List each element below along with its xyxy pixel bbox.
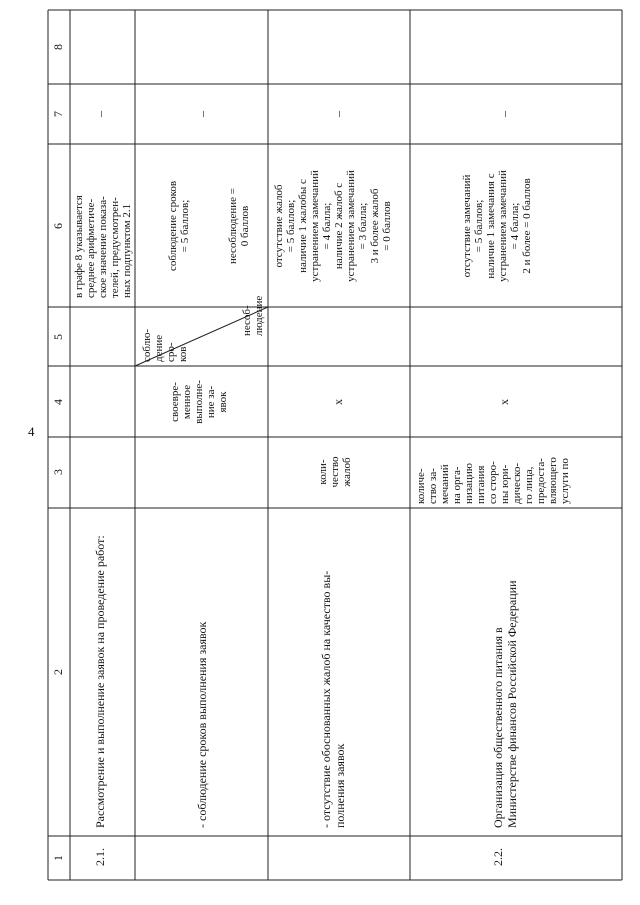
cell-line: ков [177, 346, 189, 362]
cell-line: выполне- [193, 380, 205, 424]
row-number: 2.1. [93, 848, 107, 866]
col6-scoring [167, 181, 251, 271]
col6-scoring [273, 170, 393, 282]
note-line: в графе 8 указывается [73, 195, 85, 298]
cell-line: чество [329, 456, 341, 488]
note-line: ское значение показа- [97, 196, 109, 298]
cell-line: питания [475, 465, 487, 504]
column-number: 8 [51, 44, 65, 50]
cell-line: явок [217, 391, 229, 413]
column-number: 4 [51, 399, 65, 405]
cell-line: менное [181, 384, 193, 420]
cell-line: дическо- [511, 462, 523, 504]
score-line: несоблюдение = [227, 188, 239, 264]
column-number: 2 [51, 669, 65, 675]
col7-dash: – [195, 111, 209, 117]
row-deadlines [141, 110, 265, 828]
note-line: телей, предусмотрен- [109, 197, 121, 298]
row-number: 2.2. [491, 848, 505, 866]
row-2-2 [415, 110, 571, 866]
cell-line: дение [153, 334, 165, 362]
col5-bottom-text [241, 296, 265, 336]
col4-text [169, 380, 229, 424]
score-line: наличие 1 замечания с [485, 173, 497, 279]
row-name-line: Организация общественного питания в [491, 627, 505, 828]
score-line: отсутствие жалоб [273, 184, 285, 268]
score-line: = 4 балла; [509, 202, 521, 250]
row-name-line: - отсутствие обоснованных жалоб на качество вы- [319, 570, 333, 828]
score-line: 0 баллов [239, 205, 251, 247]
cell-line: коли- [317, 459, 329, 485]
col4-x: х [497, 399, 511, 405]
col4-x: х [331, 399, 345, 405]
page-number: 4 [28, 424, 35, 439]
score-line: 3 и более жалоб [369, 188, 381, 264]
cell-line: соблю- [141, 328, 153, 362]
score-line: = 5 баллов; [473, 199, 485, 253]
cell-line: несоб- [241, 305, 253, 336]
score-line: устранением замечаний [309, 170, 321, 282]
score-line: = 3 балла; [357, 202, 369, 250]
cell-line: ние за- [205, 385, 217, 419]
row-name-line: Министерстве финансов Российской Федерации [505, 580, 519, 828]
col3-text [317, 456, 353, 488]
column-number: 5 [51, 334, 65, 340]
cell-line: услуги по [559, 458, 571, 504]
cell-line: на орга- [451, 466, 463, 504]
score-line: = 5 баллов; [285, 199, 297, 253]
score-line: = 4 балла; [321, 202, 333, 250]
row-title: Рассмотрение и выполнение заявок на проведение работ: [93, 535, 107, 828]
cell-line: своевре- [169, 382, 181, 422]
score-line: устранением замечаний [497, 170, 509, 282]
column-number: 7 [51, 111, 65, 117]
cell-line: сро- [165, 342, 177, 362]
cell-line: мечаний [439, 464, 451, 504]
cell-line: жалоб [341, 457, 353, 487]
score-line: соблюдение сроков [167, 180, 179, 272]
cell-line: ны юри- [499, 464, 511, 504]
score-line: = 0 баллов [381, 201, 393, 251]
row-complaints [273, 110, 393, 828]
column-number: 6 [51, 223, 65, 229]
col7-dash: – [331, 111, 345, 117]
score-line: наличие 1 жалобы с [297, 179, 309, 273]
row-name-line: полнения заявок [333, 743, 347, 828]
score-line: = 5 баллов; [179, 199, 191, 253]
cell-line: со сторо- [487, 461, 499, 504]
score-line: 2 и более = 0 баллов [521, 178, 533, 274]
note-line: среднее арифметиче- [85, 198, 97, 298]
row-name: - соблюдение сроков выполнения заявок [195, 621, 209, 828]
score-line: устранением замечаний [345, 170, 357, 282]
col7-dash: – [497, 111, 511, 117]
note-line: ных подпунктом 2.1 [121, 203, 133, 298]
column-number: 3 [51, 469, 65, 475]
column-number: 1 [51, 855, 65, 861]
cell-line: го лица, [523, 466, 535, 504]
cell-line: количе- [415, 468, 427, 504]
col7-dash: – [93, 111, 107, 117]
cell-line: ство за- [427, 468, 439, 504]
cell-line: предоста- [535, 458, 547, 504]
score-line: отсутствие замечаний [461, 174, 473, 278]
col6-note [73, 195, 133, 298]
cell-line: низацию [463, 463, 475, 504]
col6-scoring [461, 170, 533, 282]
cell-line: людение [253, 295, 265, 336]
col3-text [415, 457, 571, 504]
column-number-row [51, 44, 65, 861]
row-2-1 [73, 110, 133, 866]
cell-line: вляющего [547, 457, 559, 504]
score-line: наличие 2 жалоб с [333, 182, 345, 270]
